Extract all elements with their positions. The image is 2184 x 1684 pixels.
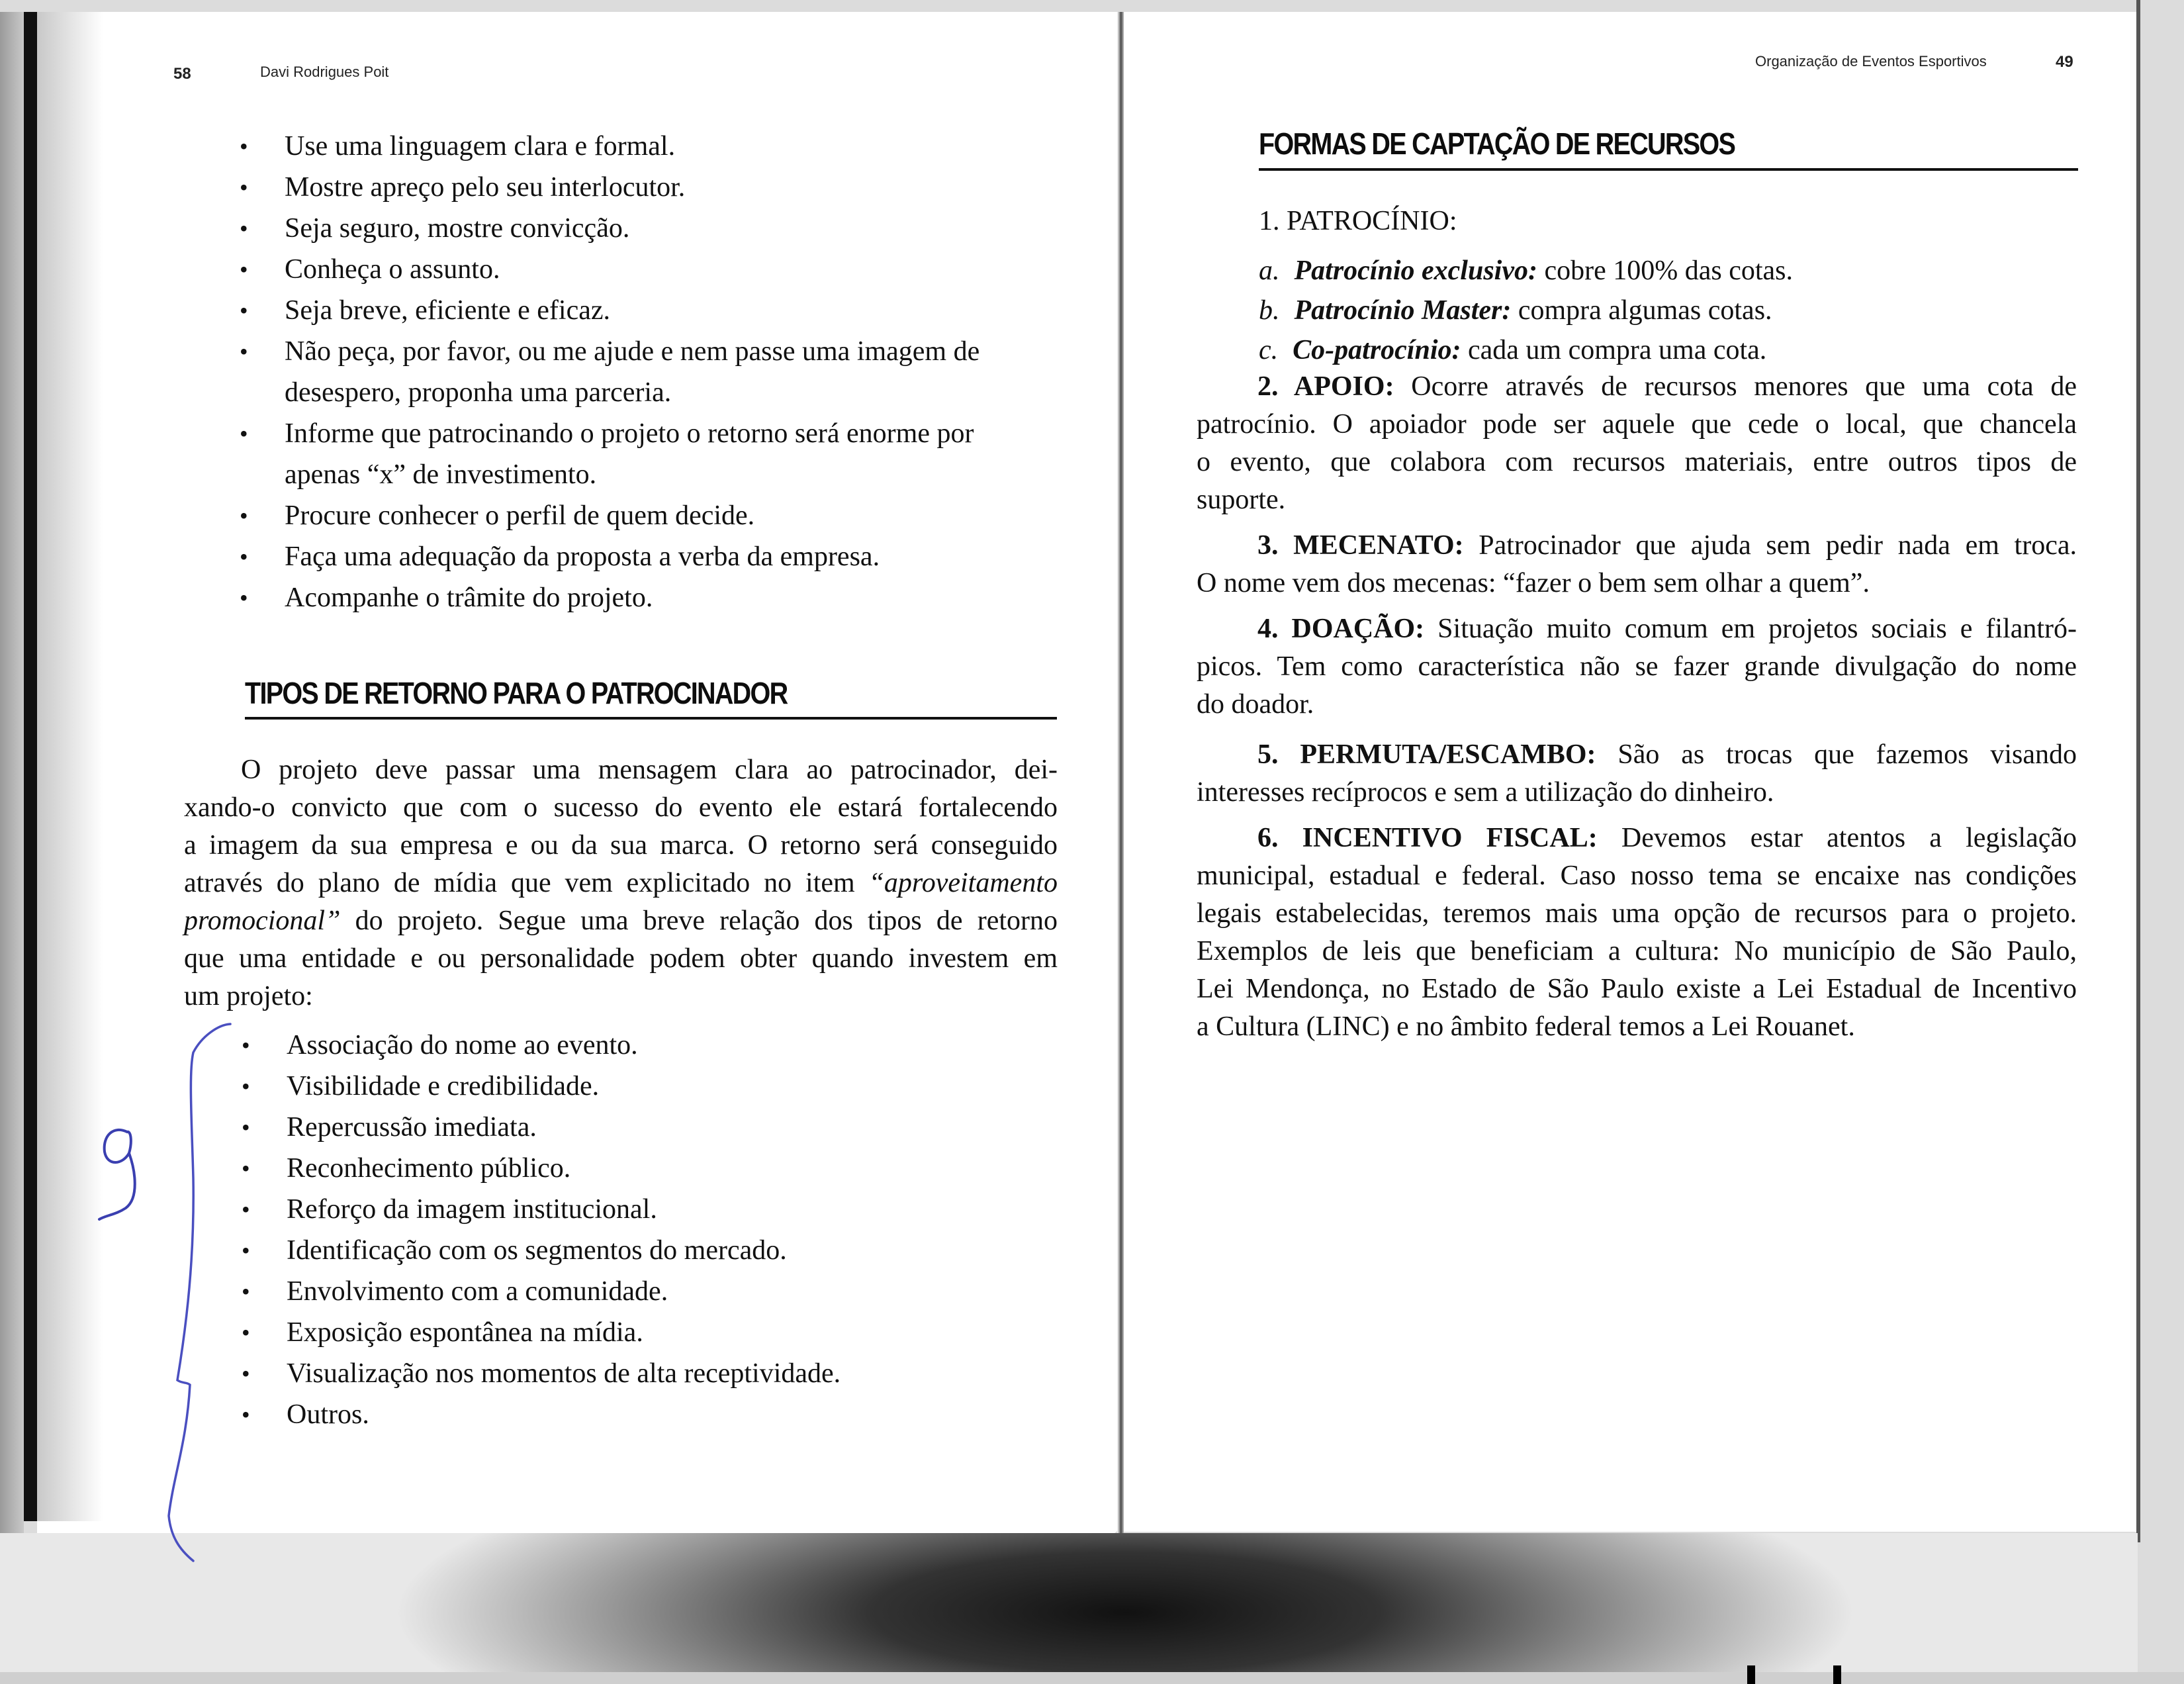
- section-title-rule: [1259, 168, 2078, 171]
- item-doacao: 4. DOAÇÃO: Situação muito comum em projetos sociais e filantró- picos. Tem como característica não se fazer grande divulgação do nome do doador.: [1197, 614, 2077, 720]
- bullet-icon: •: [242, 1073, 250, 1099]
- item-incentivo-fiscal: 6. INCENTIVO FISCAL: Devemos estar atentos a legislação municipal, estadual e federal. Caso nosso tema se encaixe nas condições legais estabelecidas, teremos mais uma opção de recursos para o projeto. Exemplos de leis que beneficiam a cultura: No município de São Paulo, Lei Mendonça, no Estado de São Paulo existe a Lei Estadual de Incentivo a Cultura (LINC) e no âmbito federal temos a Lei Rouanet.: [1197, 823, 2077, 1042]
- bullet-icon: •: [240, 502, 248, 529]
- section-title-returns: TIPOS DE RETORNO PARA O PATROCINADOR: [245, 676, 788, 710]
- bullet-icon: •: [240, 338, 248, 365]
- bullet-icon: •: [242, 1360, 250, 1387]
- section-title-funding: FORMAS DE CAPTAÇÃO DE RECURSOS: [1259, 126, 1735, 161]
- bullet-icon: •: [240, 585, 248, 611]
- bullet-icon: •: [242, 1319, 250, 1346]
- item-permuta: 5. PERMUTA/ESCAMBO: São as trocas que fazemos visando interesses recíprocos e sem a utilização do dinheiro.: [1197, 739, 2077, 808]
- bullet-icon: •: [240, 543, 248, 570]
- right-page-number: 49: [2056, 53, 2073, 71]
- item-heading-patrocinio: 1. PATROCÍNIO:: [1259, 206, 1457, 236]
- item-mecenato: 3. MECENATO: Patrocinador que ajuda sem pedir nada em troca. O nome vem dos mecenas: “fazer o bem sem olhar a quem”.: [1197, 530, 2077, 598]
- bullet-icon: •: [240, 174, 248, 201]
- bullet-icon: •: [242, 1401, 250, 1428]
- returns-intro-paragraph: O projeto deve passar uma mensagem clara ao patrocinador, dei- xando-o convicto que com o sucesso do evento ele estará fortalecendo a imagem da sua empresa e ou da sua marca. O retorno será conseguido através do plano de mídia que vem explicitado no item “aproveitamento promocional” do projeto. Segue uma breve relação dos tipos de retorno que uma entidade e ou personalidade podem obter quando investem em um projeto:: [184, 755, 1058, 1011]
- bullet-icon: •: [240, 420, 248, 447]
- left-page-number: 58: [173, 65, 191, 83]
- bullet-icon: •: [242, 1278, 250, 1305]
- sub-item: a. Patrocínio exclusivo: cobre 100% das cotas.: [1259, 256, 1794, 286]
- bullet-icon: •: [240, 133, 248, 160]
- sub-item: b. Patrocínio Master: compra algumas cotas.: [1259, 295, 1772, 326]
- bullet-icon: •: [242, 1237, 250, 1264]
- handwritten-brace: [169, 1024, 230, 1561]
- bullet-icon: •: [242, 1032, 250, 1058]
- handwritten-number-nine: [99, 1130, 135, 1219]
- bullet-icon: •: [242, 1155, 250, 1182]
- bullet-icon: •: [242, 1196, 250, 1223]
- right-running-header: Organização de Eventos Esportivos: [1755, 53, 1987, 70]
- sub-item: c. Co-patrocínio: cada um compra uma cota.: [1259, 335, 1767, 365]
- bullet-icon: •: [240, 297, 248, 324]
- item-apoio: 2. APOIO: Ocorre através de recursos menores que uma cota de patrocínio. O apoiador pode ser aquele que cede o local, que chancela o evento, que colabora com recursos materiais, entre outros tipos de suporte.: [1197, 371, 2077, 515]
- bullet-icon: •: [240, 215, 248, 242]
- bullet-icon: •: [242, 1114, 250, 1141]
- left-running-header: Davi Rodrigues Poit: [260, 64, 389, 80]
- bullet-icon: •: [240, 256, 248, 283]
